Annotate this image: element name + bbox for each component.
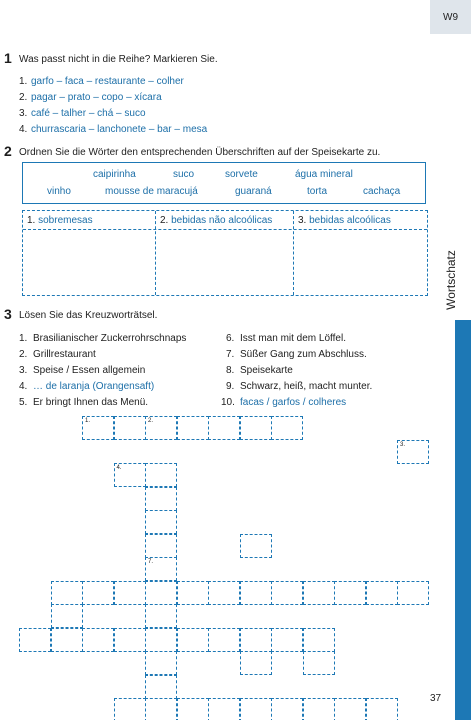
crossword-cell[interactable]	[366, 581, 398, 605]
category-column-divider	[293, 211, 294, 295]
sidebar-section	[430, 240, 471, 320]
word-bank-word[interactable]: mousse de maracujá	[105, 186, 198, 197]
category-header-alcoolicas: 3. bebidas alcoólicas	[298, 215, 391, 226]
crossword-clue-number: 7.	[148, 559, 154, 565]
crossword-cell[interactable]	[19, 628, 51, 652]
clue-item: 8. Speisekarte	[226, 365, 293, 376]
exercise-1-number: 1	[4, 50, 12, 66]
crossword-cell[interactable]	[177, 698, 209, 720]
sidebar-color-strip	[455, 320, 471, 720]
crossword-cell[interactable]	[303, 651, 335, 675]
crossword-cell[interactable]	[145, 604, 177, 628]
crossword-cell[interactable]	[240, 628, 272, 652]
clue-item: 10. facas / garfos / colheres	[221, 397, 347, 408]
crossword-cell[interactable]	[145, 557, 177, 581]
crossword-cell[interactable]	[114, 463, 146, 487]
crossword-cell[interactable]	[82, 628, 114, 652]
crossword-cell[interactable]	[334, 698, 366, 720]
exercise-1-item: 2. pagar – prato – copo – xícara	[19, 92, 162, 103]
crossword-clue-number: 3.	[400, 441, 406, 448]
crossword-cell[interactable]	[114, 581, 146, 605]
word-bank-word[interactable]: caipirinha	[93, 169, 136, 180]
sidebar-section-label: Wortschatz	[443, 250, 458, 310]
clue-item: 5. Er bringt Ihnen das Menü.	[19, 397, 149, 408]
crossword-cell[interactable]	[208, 628, 240, 652]
crossword-cell[interactable]	[177, 416, 209, 440]
crossword-cell[interactable]	[240, 698, 272, 720]
crossword-cell[interactable]	[366, 698, 398, 720]
crossword-cell[interactable]	[145, 698, 177, 720]
clue-item: 6. Isst man mit dem Löffel.	[226, 333, 346, 344]
exercise-1-instruction: Was passt nicht in die Reihe? Markieren Sie.	[19, 54, 218, 65]
crossword-cell[interactable]	[208, 581, 240, 605]
exercise-3-number: 3	[4, 306, 12, 322]
crossword-cell[interactable]	[271, 416, 303, 440]
exercise-1-item: 3. café – talher – chá – suco	[19, 108, 146, 119]
crossword-cell[interactable]	[145, 534, 177, 558]
clue-item: 9. Schwarz, heiß, macht munter.	[226, 381, 373, 392]
clue-item: 1. Brasilianischer Zuckerrohrschnaps	[19, 333, 187, 344]
crossword-cell[interactable]	[397, 581, 429, 605]
crossword-cell[interactable]	[145, 510, 177, 534]
crossword-cell[interactable]	[397, 440, 429, 464]
category-table	[22, 210, 428, 296]
crossword-cell[interactable]	[145, 416, 177, 440]
word-bank-word[interactable]: sorvete	[225, 169, 258, 180]
clue-item: 4. … de laranja (Orangensaft)	[19, 381, 155, 392]
crossword-cell[interactable]	[240, 581, 272, 605]
crossword-cell[interactable]	[240, 534, 272, 558]
word-bank-word[interactable]: guaraná	[235, 186, 272, 197]
crossword-cell[interactable]	[51, 628, 83, 652]
crossword-cell[interactable]	[114, 698, 146, 720]
crossword-clue-number: 1.	[85, 418, 91, 424]
page-number: 37	[430, 693, 442, 704]
sidebar-tab-label: W9	[443, 11, 458, 23]
crossword-cell[interactable]	[145, 675, 177, 699]
exercise-1-item: 4. churrascaria – lanchonete – bar – mesa	[19, 124, 208, 135]
crossword-cell[interactable]	[82, 416, 114, 440]
clue-item: 2. Grillrestaurant	[19, 349, 96, 360]
crossword-cell[interactable]	[51, 604, 83, 628]
crossword-cell[interactable]	[145, 651, 177, 675]
crossword-cell[interactable]	[114, 628, 146, 652]
word-bank-word[interactable]: água mineral	[295, 169, 353, 180]
crossword-cell[interactable]	[240, 416, 272, 440]
word-bank-word[interactable]: torta	[307, 186, 328, 197]
crossword-cell[interactable]	[240, 651, 272, 675]
category-column-divider	[155, 211, 156, 295]
crossword-cell[interactable]	[114, 416, 146, 440]
word-bank-word[interactable]: vinho	[47, 186, 71, 197]
crossword-cell[interactable]	[208, 698, 240, 720]
crossword-cell[interactable]	[271, 581, 303, 605]
crossword-cell[interactable]	[51, 581, 83, 605]
category-header-divider	[23, 229, 427, 230]
crossword-cell[interactable]	[303, 628, 335, 652]
crossword-cell[interactable]	[145, 463, 177, 487]
exercise-2-number: 2	[4, 143, 12, 159]
clue-item: 7. Süßer Gang zum Abschluss.	[226, 349, 367, 360]
crossword-cell[interactable]	[145, 628, 177, 652]
category-header-sobremesas: 1. sobremesas	[27, 215, 93, 226]
crossword-cell[interactable]	[145, 487, 177, 511]
crossword-cell[interactable]	[177, 581, 209, 605]
word-bank-word[interactable]: cachaça	[363, 186, 401, 197]
crossword-clue-number: 4.	[116, 465, 122, 471]
crossword-cell[interactable]	[303, 581, 335, 605]
crossword-cell[interactable]	[82, 581, 114, 605]
crossword-cell[interactable]	[208, 416, 240, 440]
crossword-clue-number: 2.	[148, 418, 154, 424]
exercise-3-instruction: Lösen Sie das Kreuzworträtsel.	[19, 310, 158, 321]
category-header-nao-alcoolicas: 2. bebidas não alcoólicas	[160, 215, 273, 226]
crossword-cell[interactable]	[177, 628, 209, 652]
word-bank-word[interactable]: suco	[173, 169, 195, 180]
exercise-2-instruction: Ordnen Sie die Wörter den entsprechenden Überschriften auf der Speisekarte zu.	[19, 147, 381, 158]
exercise-1-item: 1. garfo – faca – restaurante – colher	[19, 76, 184, 87]
crossword-cell[interactable]	[271, 698, 303, 720]
clue-item: 3. Speise / Essen allgemein	[19, 365, 146, 376]
crossword-cell[interactable]	[334, 581, 366, 605]
crossword-cell[interactable]	[271, 628, 303, 652]
crossword-cell[interactable]	[145, 581, 177, 605]
word-bank	[22, 162, 426, 204]
crossword-cell[interactable]	[303, 698, 335, 720]
